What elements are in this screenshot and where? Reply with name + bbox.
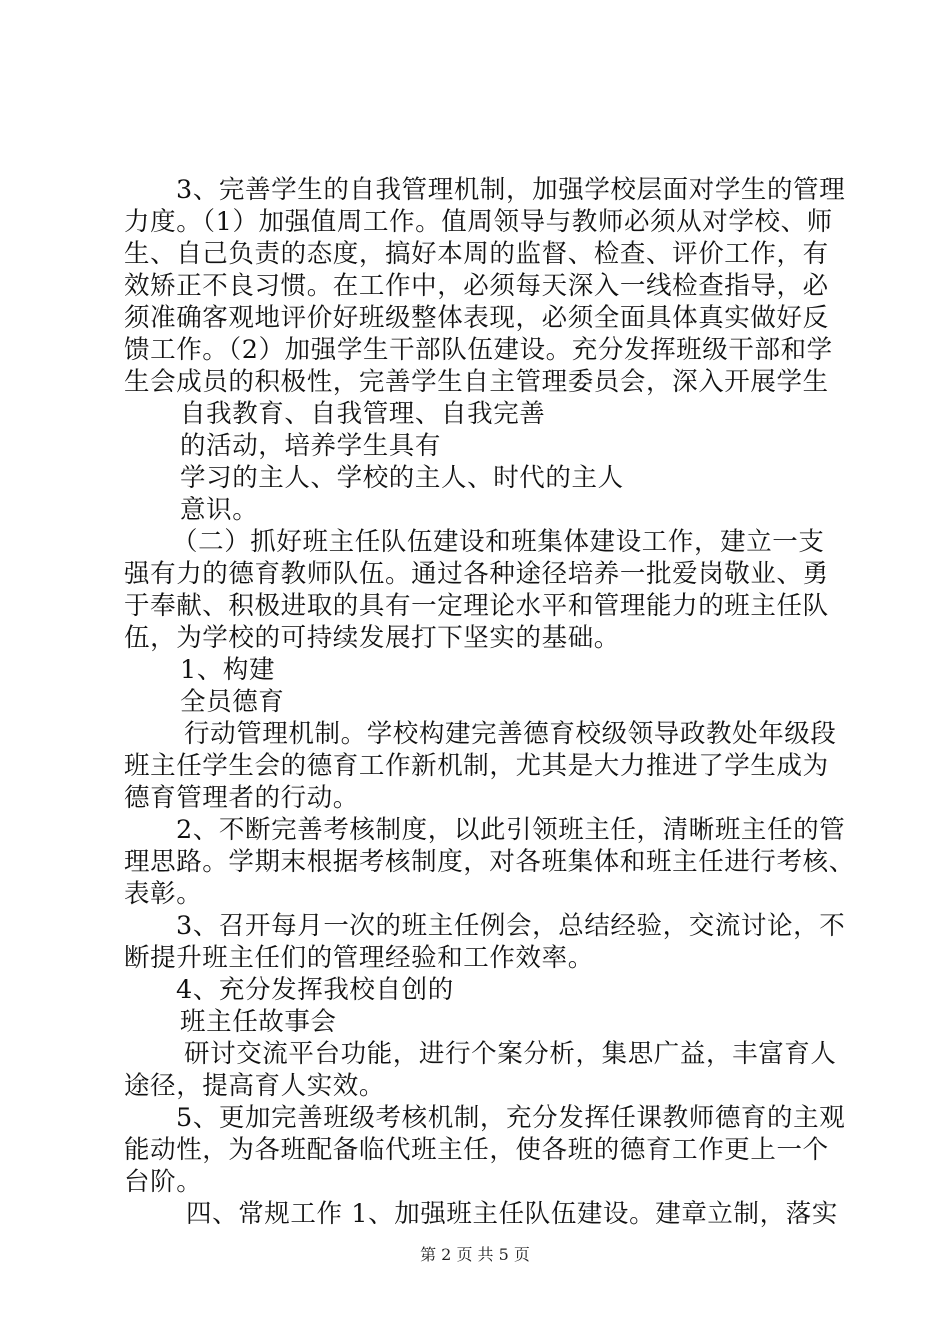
text-line: （二）抓好班主任队伍建设和班集体建设工作，建立一支: [172, 527, 825, 557]
text-line: 效矫正不良习惯。在工作中，必须每天深入一线检查指导，必: [124, 271, 829, 301]
text-line: 自我教育、自我管理、自我完善: [180, 399, 546, 429]
text-line: 3、召开每月一次的班主任例会，总结经验，交流讨论，不: [176, 911, 846, 941]
text-line: 行动管理机制。学校构建完善德育校级领导政教处年级段: [184, 719, 837, 749]
text-line: 台阶。: [124, 1167, 203, 1197]
text-line: 生会成员的积极性，完善学生自主管理委员会，深入开展学生: [124, 367, 829, 397]
text-line: 能动性，为各班配备临代班主任，使各班的德育工作更上一个: [124, 1135, 829, 1165]
text-line: 3、完善学生的自我管理机制，加强学校层面对学生的管理: [176, 175, 846, 205]
text-line: 强有力的德育教师队伍。通过各种途径培养一批爱岗敬业、勇: [124, 559, 829, 589]
text-line: 5、更加完善班级考核机制，充分发挥任课教师德育的主观: [176, 1103, 846, 1133]
text-line: 4、充分发挥我校自创的: [176, 975, 454, 1005]
text-line: 1、构建: [180, 655, 276, 685]
text-line: 断提升班主任们的管理经验和工作效率。: [124, 943, 594, 973]
text-line: 学习的主人、学校的主人、时代的主人: [180, 463, 624, 493]
text-line: 班主任学生会的德育工作新机制，尤其是大力推进了学生成为: [124, 751, 829, 781]
text-line: 表彰。: [124, 879, 203, 909]
text-line: 研讨交流平台功能，进行个案分析，集思广益，丰富育人: [184, 1039, 837, 1069]
text-line: 意识。: [180, 495, 259, 525]
text-line: 生、自己负责的态度，搞好本周的监督、检查、评价工作，有: [124, 239, 829, 269]
text-line: 全员德育: [180, 687, 285, 717]
text-line: 途径，提高育人实效。: [124, 1071, 386, 1101]
page-footer: 第 2 页 共 5 页: [420, 1245, 530, 1264]
text-line: 德育管理者的行动。: [124, 783, 359, 813]
text-line: 班主任故事会: [180, 1007, 337, 1037]
text-line: 于奉献、积极进取的具有一定理论水平和管理能力的班主任队: [124, 591, 829, 621]
text-line: 伍，为学校的可持续发展打下坚实的基础。: [124, 623, 620, 653]
text-line: 馈工作。（2）加强学生干部队伍建设。充分发挥班级干部和学: [124, 335, 833, 365]
text-line: 理思路。学期末根据考核制度，对各班集体和班主任进行考核、: [124, 847, 855, 877]
text-line: 力度。（1）加强值周工作。值周领导与教师必须从对学校、师: [124, 207, 833, 237]
text-line: 须准确客观地评价好班级整体表现，必须全面具体真实做好反: [124, 303, 829, 333]
text-line: 2、不断完善考核制度，以此引领班主任，清晰班主任的管: [176, 815, 846, 845]
text-line: 的活动，培养学生具有: [180, 431, 442, 461]
text-line: 四、常规工作 1、加强班主任队伍建设。建章立制，落实: [186, 1199, 838, 1229]
